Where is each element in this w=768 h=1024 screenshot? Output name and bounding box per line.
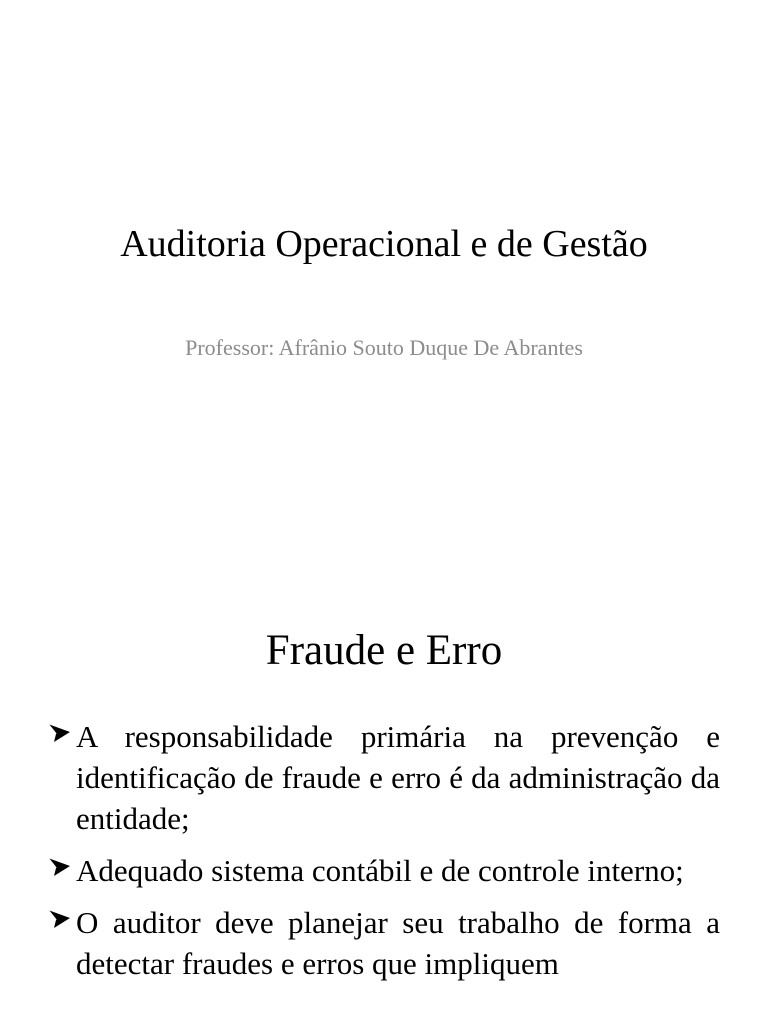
arrow-bullet-icon	[46, 854, 72, 880]
bullet-list	[0, 716, 768, 995]
bullet-item	[0, 902, 768, 984]
bullet-text: A responsabilidade primária na prevenção e identificação de fraude e erro é da administração da entidade;	[76, 719, 720, 836]
arrow-bullet-icon	[46, 720, 72, 746]
presentation-title: Auditoria Operacional e de Gestão	[120, 223, 648, 265]
bullet-text: O auditor deve planejar seu trabalho de forma a detectar fraudes e erros que impliquem	[76, 905, 720, 981]
presenter-subtitle: Professor: Afrânio Souto Duque De Abrantes	[185, 335, 583, 360]
arrow-bullet-icon	[46, 906, 72, 932]
content-slide	[0, 576, 768, 1024]
bullet-item	[0, 716, 768, 839]
bullet-item	[0, 850, 768, 891]
bullet-text: Adequado sistema contábil e de controle interno;	[76, 853, 684, 888]
slide-title: Fraude e Erro	[265, 627, 503, 674]
